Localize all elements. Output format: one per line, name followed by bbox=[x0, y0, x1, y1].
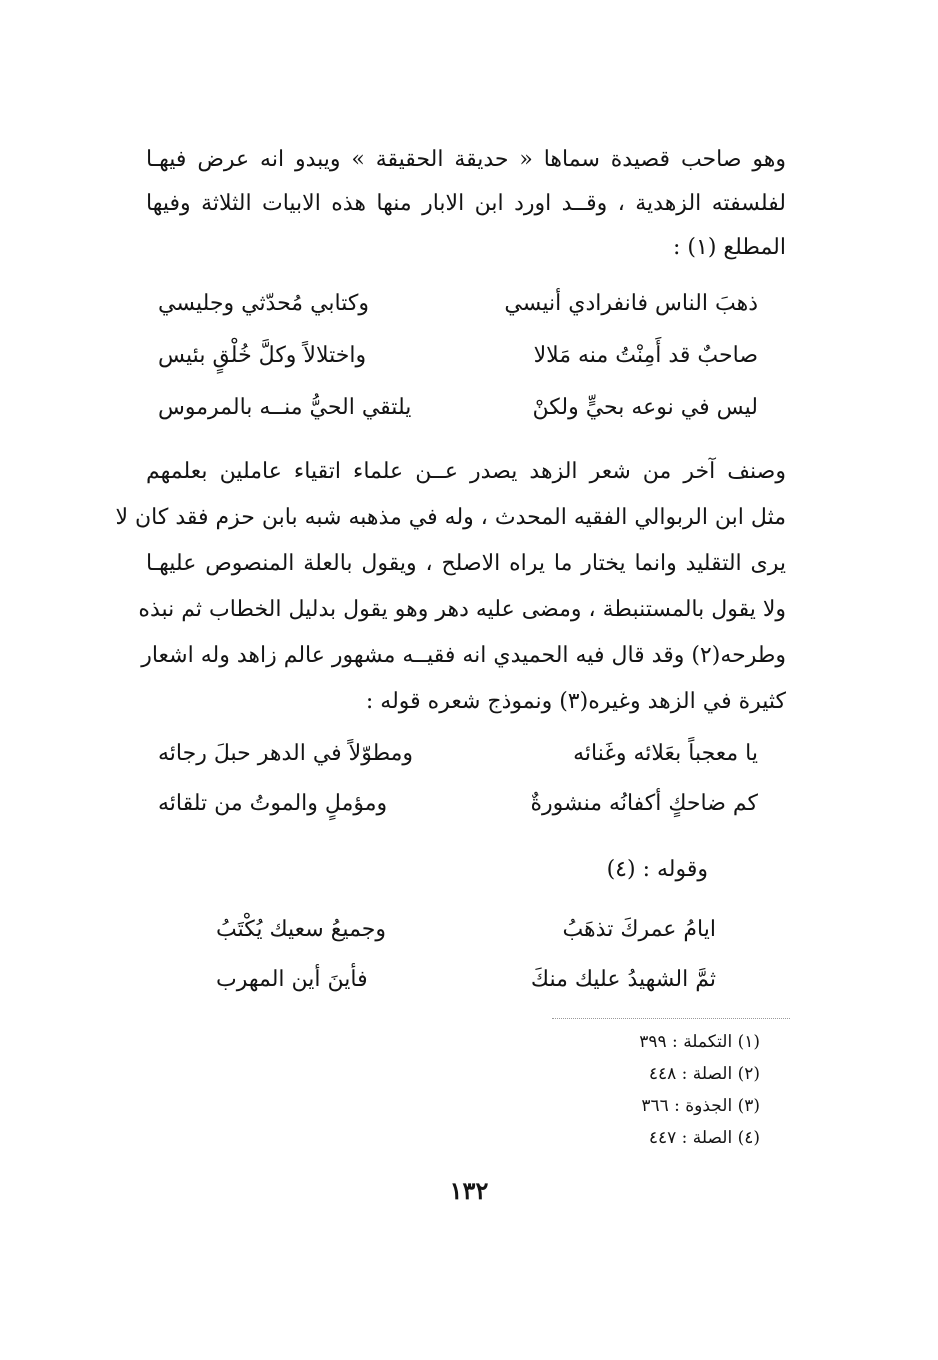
verse-first-hemistich: يا معجباً بعَلائه وغَنائه bbox=[573, 741, 758, 766]
footnotes bbox=[639, 1026, 760, 1154]
page-number: ١٣٢ bbox=[449, 1176, 489, 1205]
paragraph-line: ولا يقول بالمستنبطة ، ومضى عليه دهر وهو يقول بدليل الخطاب ثم نبذه bbox=[138, 597, 786, 622]
verse bbox=[158, 334, 758, 378]
footnote: (٣) الجذوة : ٣٦٦ bbox=[641, 1096, 760, 1116]
verse-second-hemistich: وكتابي مُحدّثي وجليسي bbox=[158, 291, 369, 316]
verse bbox=[216, 958, 716, 1002]
verse-second-hemistich: وجميعُ سعيك يُكْتَبُ bbox=[216, 917, 387, 942]
verse-second-hemistich: ومطوّلاً في الدهر حبلَ رجائه bbox=[158, 741, 414, 766]
footnote: (٤) الصلة : ٤٤٧ bbox=[648, 1128, 760, 1148]
verse bbox=[158, 782, 758, 826]
paragraph-line: وطرحه(٢) وقد قال فيه الحميدي انه فقيــه مشهور عالم زاهد وله اشعار bbox=[141, 643, 786, 668]
paragraph-line: لفلسفته الزهدية ، وقــد اورد ابن الابار منها هذه الابيات الثلاثة وفيها bbox=[146, 191, 787, 216]
verse-second-hemistich: يلتقي الحيُّ منــه بالمرموس bbox=[158, 395, 412, 420]
paragraph-line: مثل ابن الربوالي الفقيه المحدث ، وله في مذهبه شبه بابن حزم فقد كان لا bbox=[115, 505, 786, 530]
paragraph-line: كثيرة في الزهد وغيره(٣) ونموذج شعره قوله : bbox=[365, 689, 786, 714]
verse-second-hemistich: واختلالاً وكلَّ خُلْقٍ بئيس bbox=[158, 343, 367, 368]
verse bbox=[158, 386, 758, 430]
paragraph-line: وهو صاحب قصيدة سماها « حديقة الحقيقة » ويبدو انه عرض فيهـا bbox=[146, 147, 786, 172]
verse-first-hemistich: ذهبَ الناس فانفرادي أنيسي bbox=[504, 291, 758, 316]
verse bbox=[158, 732, 758, 776]
paragraph-line: يرى التقليد وانما يختار ما يراه الاصلح ، ويقول بالعلة المنصوص عليهـا bbox=[146, 551, 786, 576]
footnote: (٢) الصلة : ٤٤٨ bbox=[648, 1064, 760, 1084]
footnote: (١) التكملة : ٣٩٩ bbox=[639, 1032, 760, 1052]
verse-first-hemistich: ليس في نوعه بحيٍّ ولكنْ bbox=[532, 395, 758, 420]
poem-intro: وقوله : (٤) bbox=[606, 857, 708, 882]
verse-first-hemistich: ثمَّ الشهيدُ عليك منكَ bbox=[530, 967, 716, 992]
verse-first-hemistich: صاحبٌ قد أَمِنْتُ منه مَلالا bbox=[533, 343, 758, 368]
verse-second-hemistich: ومؤملٍ والموتُ من تلقائه bbox=[158, 791, 388, 816]
paragraph-line: وصنف آخر من شعر الزهد يصدر عــن علماء اتقياء عاملين بعلمهم bbox=[146, 459, 786, 484]
verse bbox=[158, 282, 758, 326]
verse bbox=[216, 908, 716, 952]
footnote-divider bbox=[552, 1018, 790, 1019]
verse-first-hemistich: ايامُ عمركَ تذهَبُ bbox=[562, 917, 716, 942]
paragraph-line: المطلع (١) : bbox=[673, 235, 786, 260]
verse-second-hemistich: فأينَ أين المهرب bbox=[216, 967, 368, 992]
verse-first-hemistich: كم ضاحكٍ أكفانُه منشورةٌ bbox=[530, 791, 758, 816]
